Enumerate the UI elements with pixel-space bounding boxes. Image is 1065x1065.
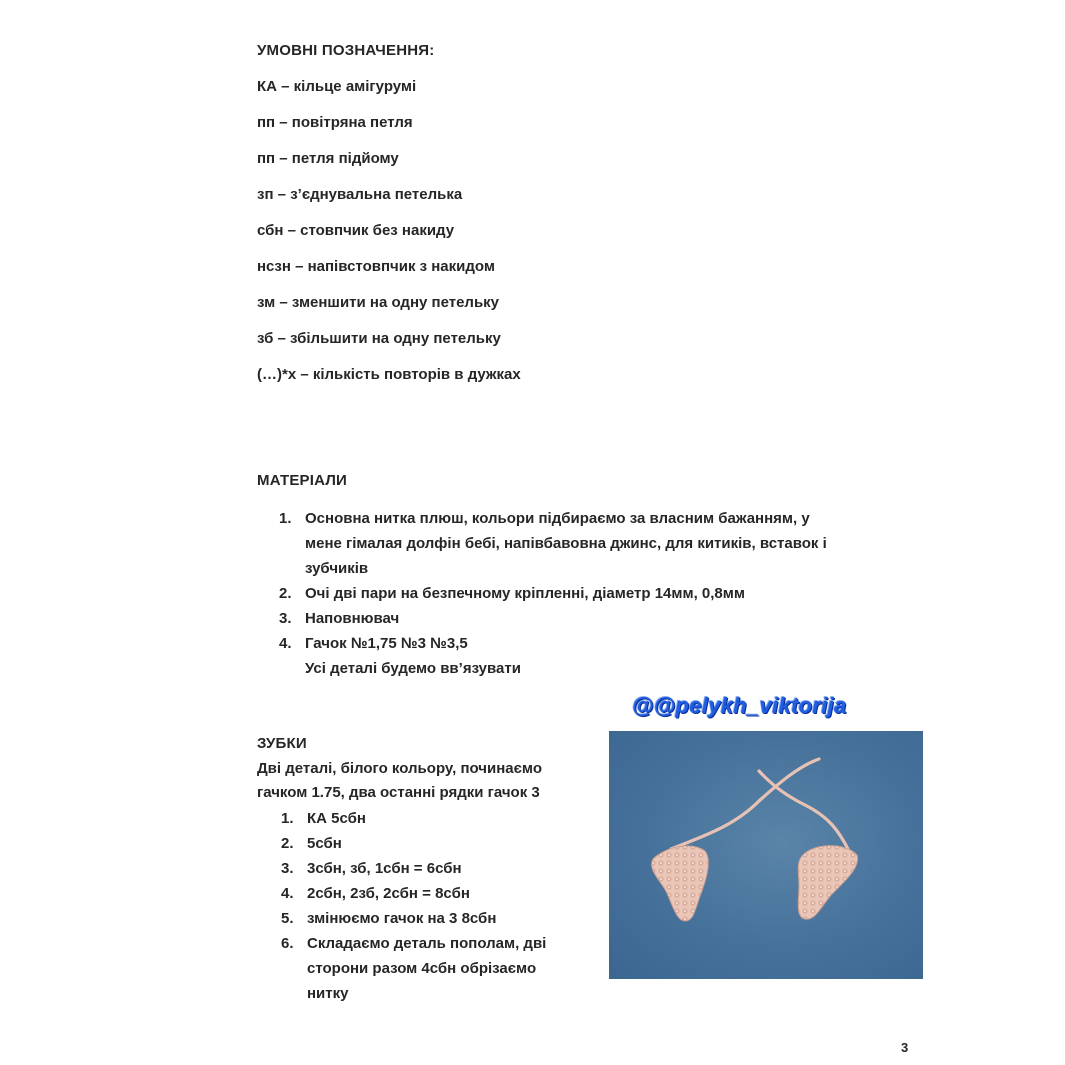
legend-item: пп – петля підйому	[257, 150, 399, 167]
teeth-intro: Дві деталі, білого кольору, починаємо	[257, 760, 542, 777]
watermark-handle: @@pelykh_viktorija	[632, 693, 847, 718]
legend-item: пп – повітряна петля	[257, 114, 413, 131]
materials-item-number: 4.	[279, 635, 292, 652]
teeth-intro: гачком 1.75, два останні рядки гачок 3	[257, 784, 540, 801]
page-number: 3	[901, 1040, 909, 1055]
legend-item: КА – кільце амігурумі	[257, 78, 417, 95]
teeth-step-number: 6.	[281, 935, 294, 952]
teeth-title: ЗУБКИ	[257, 735, 307, 752]
legend-item: зм – зменшити на одну петельку	[257, 294, 500, 311]
materials-item-text: Усі деталі будемо вв’язувати	[305, 660, 521, 677]
teeth-step-text: Складаємо деталь пополам, дві	[307, 935, 547, 952]
teeth-step-number: 4.	[281, 885, 294, 902]
legend-title: УМОВНІ ПОЗНАЧЕННЯ:	[257, 42, 435, 59]
teeth-step-text: 5сбн	[307, 835, 342, 852]
crochet-teeth-photo	[609, 731, 923, 979]
teeth-step-text: 3сбн, зб, 1сбн = 6сбн	[307, 860, 462, 877]
crochet-teeth-illustration	[609, 731, 923, 979]
materials-title: МАТЕРІАЛИ	[257, 472, 348, 489]
legend-item: (…)*х – кількість повторів в дужках	[257, 366, 521, 383]
legend-item: зп – з’єднувальна петелька	[257, 186, 463, 203]
teeth-step-text: 2сбн, 2зб, 2сбн = 8сбн	[307, 885, 470, 902]
legend-item: сбн – стовпчик без накиду	[257, 222, 455, 239]
materials-item-text: Очі дві пари на безпечному кріпленні, діаметр 14мм, 0,8мм	[305, 585, 745, 602]
materials-item-text: Основна нитка плюш, кольори підбираємо за власним бажанням, у	[305, 510, 810, 527]
legend-item: нсзн – напівстовпчик з накидом	[257, 258, 495, 275]
teeth-step-text: нитку	[307, 985, 349, 1002]
teeth-step-number: 5.	[281, 910, 294, 927]
materials-item-number: 2.	[279, 585, 292, 602]
materials-item-text: мене гімалая долфін бебі, напівбавовна джинс, для китиків, вставок і	[305, 535, 827, 552]
teeth-step-text: сторони разом 4сбн обрізаємо	[307, 960, 537, 977]
materials-item-text: Наповнювач	[305, 610, 400, 627]
teeth-step-number: 3.	[281, 860, 294, 877]
legend-item: зб – збільшити на одну петельку	[257, 330, 501, 347]
teeth-step-number: 1.	[281, 810, 294, 827]
materials-item-number: 1.	[279, 510, 292, 527]
teeth-step-text: змінюємо гачок на 3 8сбн	[307, 910, 497, 927]
materials-item-text: зубчиків	[305, 560, 369, 577]
teeth-step-number: 2.	[281, 835, 294, 852]
materials-item-number: 3.	[279, 610, 292, 627]
materials-item-text: Гачок №1,75 №3 №3,5	[305, 635, 468, 652]
teeth-step-text: КА 5сбн	[307, 810, 366, 827]
